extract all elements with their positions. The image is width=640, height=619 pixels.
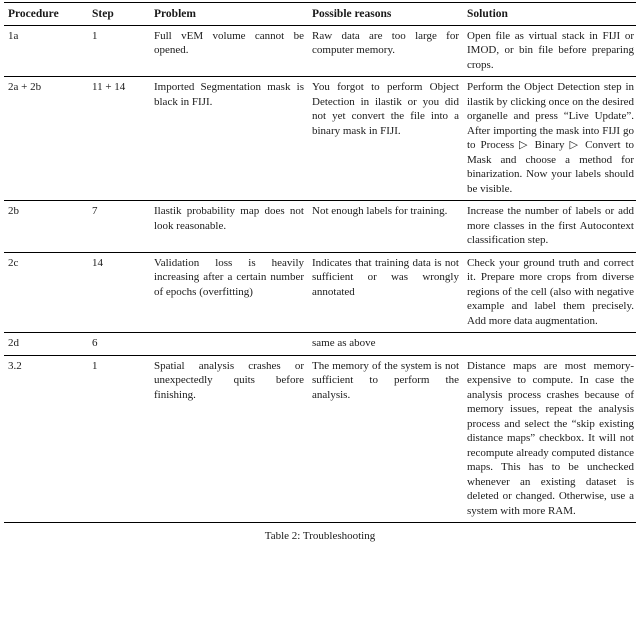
- cell-reasons: same as above: [312, 337, 376, 349]
- cell-reasons: Not enough labels for training.: [312, 205, 448, 217]
- cell-reasons: You forgot to perform Object Detection in ilastik or you did not yet convert the file into a binary mask in FIJI.: [312, 81, 459, 137]
- table-row: [4, 201, 636, 253]
- cell-problem: [154, 333, 312, 356]
- cell-step: 6: [92, 337, 98, 349]
- cell-solution: Increase the number of labels or add more classes in the first Autocontext classification step.: [467, 205, 634, 246]
- cell-solution: Check your ground truth and correct it. Prepare more crops from diverse regions of the cell (also with negative example and label them precisely. Add more data augmentation.: [467, 256, 634, 327]
- cell-problem: Imported Segmentation mask is black in FIJI.: [154, 81, 304, 108]
- troubleshooting-table: [4, 2, 636, 523]
- cell-step: 14: [92, 256, 103, 269]
- cell-reasons: Indicates that training data is not sufficient or was wrongly annotated: [312, 256, 459, 298]
- cell-solution: Open file as virtual stack in FIJI or IMOD, or bin file before preparing crops.: [467, 29, 634, 71]
- header-procedure: Procedure: [4, 3, 92, 26]
- cell-step: 7: [92, 205, 98, 217]
- table-row: [4, 333, 636, 356]
- header-row: [4, 3, 636, 26]
- header-problem: Problem: [154, 3, 312, 26]
- table-row: [4, 355, 636, 523]
- table-header: [4, 3, 636, 26]
- cell-solution: Perform the Object Detection step in ilastik by clicking once on the desired organelle and press “Live Update”. After importing the mask into FIJI go to Process ▷ Binary ▷ Convert to Mask and choose a method for binarization. Now your labels should be visible.: [467, 81, 634, 195]
- cell-solution: [467, 333, 636, 356]
- cell-reasons: The memory of the system is not sufficient to perform the analysis.: [312, 359, 459, 401]
- cell-problem: Full vEM volume cannot be opened.: [154, 29, 304, 56]
- table-body: [4, 25, 636, 523]
- cell-reasons: Raw data are too large for computer memory.: [312, 29, 459, 56]
- cell-solution: Distance maps are most memory-expensive to compute. In case the analysis process crashes because of memory issues, repeat the analysis process and select the “skip existing distance maps” checkbox. It will not recompute already computed distance maps. This has to be unchecked whenever an existing dataset is deleted or changed. Otherwise, use a system with more RAM.: [467, 359, 634, 517]
- header-solution: Solution: [467, 3, 636, 26]
- cell-procedure: 1a: [8, 29, 19, 42]
- table-row: [4, 77, 636, 201]
- cell-procedure: 3.2: [8, 359, 22, 372]
- header-reasons: Possible reasons: [312, 3, 467, 26]
- cell-procedure: 2a + 2b: [8, 81, 42, 93]
- table-row: [4, 25, 636, 77]
- cell-step: 1: [92, 359, 98, 372]
- header-step: Step: [92, 3, 154, 26]
- table-caption: Table 2: Troubleshooting: [264, 530, 376, 542]
- cell-step: 11 + 14: [92, 81, 126, 93]
- cell-procedure: 2c: [8, 256, 19, 269]
- cell-procedure: 2b: [8, 205, 19, 217]
- cell-problem: Validation loss is heavily increasing after a certain number of epochs (overfitting): [154, 256, 304, 298]
- cell-procedure: 2d: [8, 337, 19, 349]
- cell-problem: Spatial analysis crashes or unexpectedly quits before finishing.: [154, 359, 304, 401]
- table-row: [4, 252, 636, 333]
- cell-problem: Ilastik probability map does not look reasonable.: [154, 205, 304, 232]
- cell-step: 1: [92, 29, 98, 42]
